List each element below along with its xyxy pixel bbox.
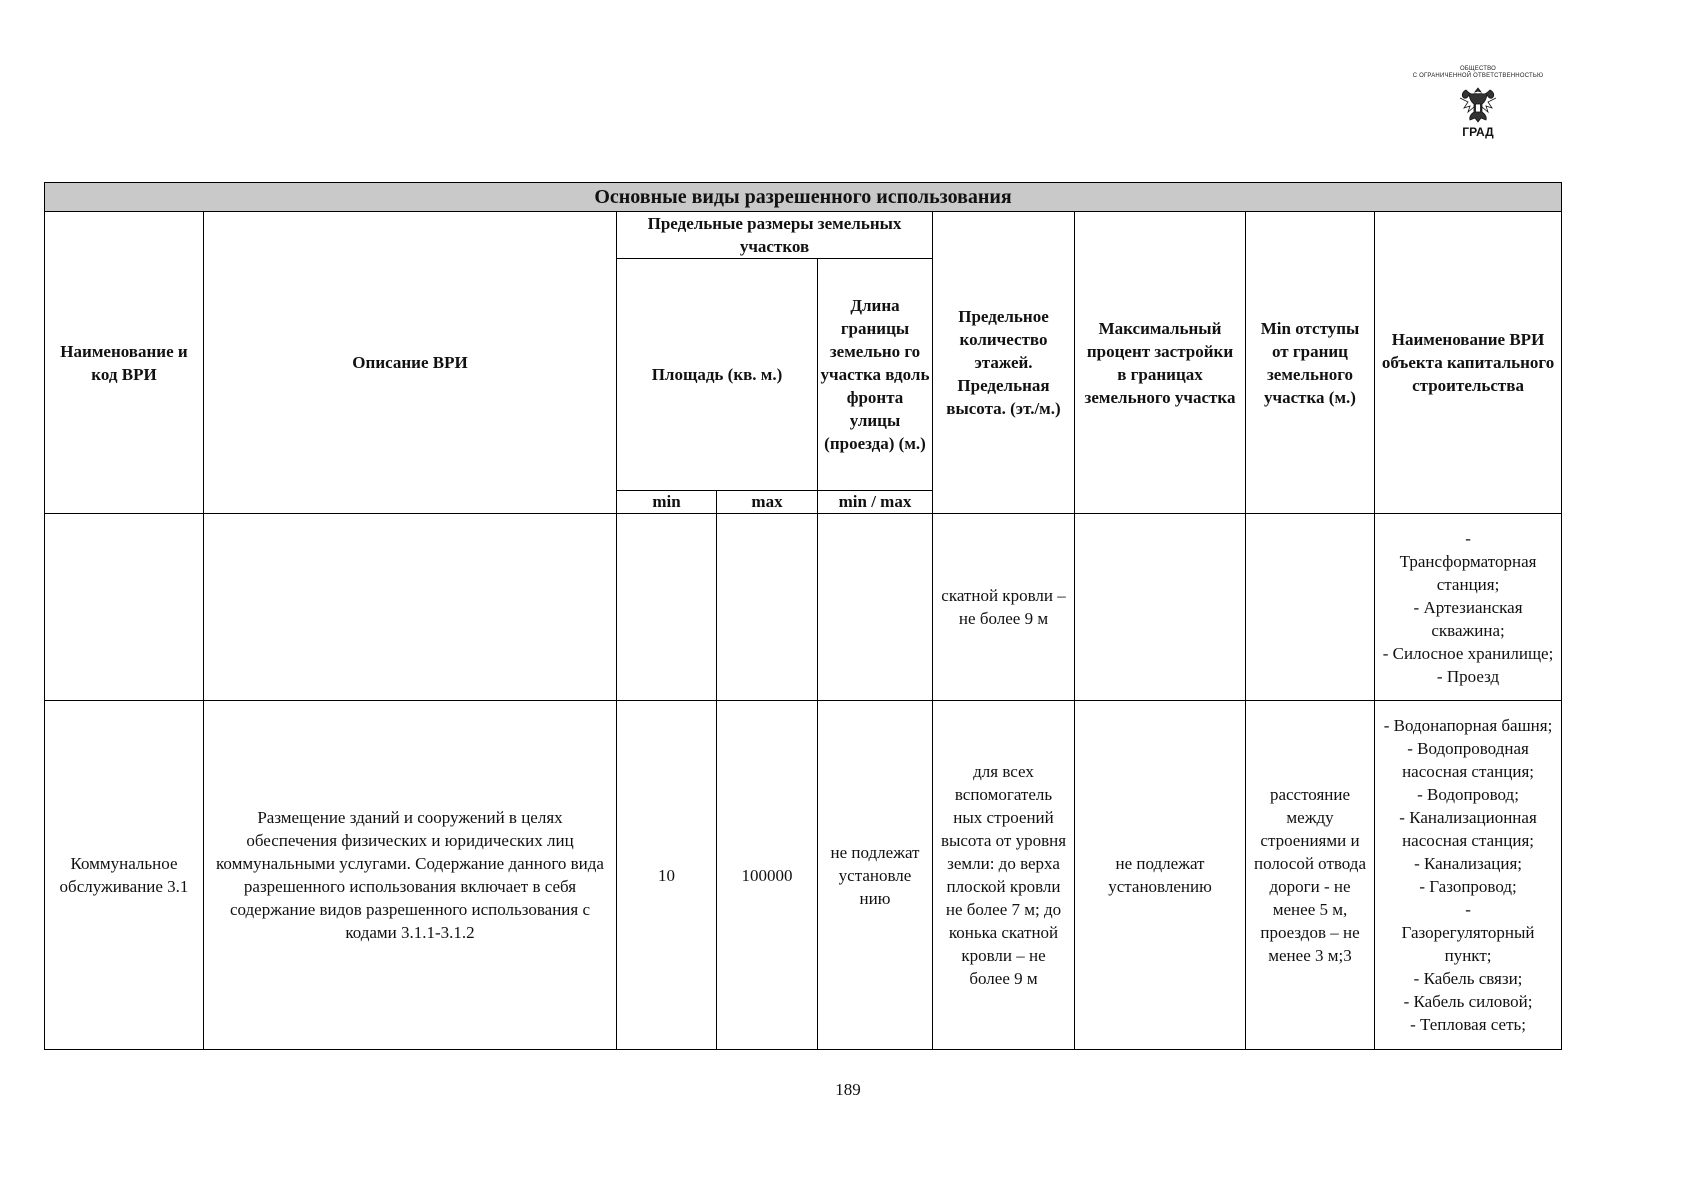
cell-capital-object: - Водонапорная башня; - Водопроводная насосная станция; - Водопровод; - Канализационная насосная станция; - Канализация; - Газопровод; - Газорегуляторный пункт; - Кабель связи; - Кабель силовой; - Тепловая сеть; (1375, 701, 1562, 1050)
header-coverage: Максимальный процент застройки в границах земельного участка (1075, 212, 1246, 514)
cell-description (204, 514, 617, 701)
header-limits-group: Предельные размеры земельных участков (617, 212, 933, 259)
header-frontage-min-max: min / max (818, 491, 933, 514)
header-name-code: Наименование и код ВРИ (45, 212, 204, 514)
header-area: Площадь (кв. м.) (617, 259, 818, 491)
header-area-min: min (617, 491, 717, 514)
cell-setbacks: расстояние между строениями и полосой отвода дороги - не менее 5 м, проездов – не менее 3 м;3 (1246, 701, 1375, 1050)
cell-floors: для всех вспомогатель ных строений высота от уровня земли: до верха плоской кровли не более 7 м; до конька скатной кровли – не более 9 м (933, 701, 1075, 1050)
cell-area-max (717, 514, 818, 701)
permitted-use-table (44, 182, 1562, 1050)
company-logo (1392, 66, 1564, 156)
header-frontage: Длина границы земельно го участка вдоль фронта улицы (проезда) (м.) (818, 259, 933, 491)
cell-coverage (1075, 514, 1246, 701)
double-headed-eagle-icon (1456, 82, 1500, 126)
cell-area-max: 100000 (717, 701, 818, 1050)
cell-setbacks (1246, 514, 1375, 701)
table-row (45, 701, 1562, 1050)
cell-frontage: не подлежат установле нию (818, 701, 933, 1050)
logo-brand: ГРАД (1462, 125, 1494, 139)
section-title: Основные виды разрешенного использования (45, 183, 1562, 212)
cell-description: Размещение зданий и сооружений в целях обеспечения физических и юридических лиц коммунальными услугами. Содержание данного вида разрешенного использования включает в себя содержание видов разрешенного использования с кодами 3.1.1-3.1.2 (204, 701, 617, 1050)
cell-floors: скатной кровли – не более 9 м (933, 514, 1075, 701)
header-row-1 (45, 212, 1562, 259)
header-description: Описание ВРИ (204, 212, 617, 514)
header-area-max: max (717, 491, 818, 514)
cell-name-code: Коммунальное обслуживание 3.1 (45, 701, 204, 1050)
logo-org-line-1: ОБЩЕСТВО (1459, 66, 1497, 72)
logo-org-line-2: С ОГРАНИЧЕННОЙ ОТВЕТСТВЕННОСТЬЮ (1412, 73, 1544, 79)
table-row (45, 514, 1562, 701)
cell-coverage: не подлежат установлению (1075, 701, 1246, 1050)
section-row (45, 183, 1562, 212)
header-setbacks: Min отступы от границ земельного участка (м.) (1246, 212, 1375, 514)
cell-frontage (818, 514, 933, 701)
cell-capital-object: - Трансформаторная станция; - Артезианская скважина; - Силосное хранилище; - Проезд (1375, 514, 1562, 701)
cell-area-min: 10 (617, 701, 717, 1050)
cell-area-min (617, 514, 717, 701)
header-capital-object: Наименование ВРИ объекта капитального строительства (1375, 212, 1562, 514)
header-floors: Предельное количество этажей. Предельная высота. (эт./м.) (933, 212, 1075, 514)
page-number: 189 (835, 1080, 861, 1099)
cell-name-code (45, 514, 204, 701)
